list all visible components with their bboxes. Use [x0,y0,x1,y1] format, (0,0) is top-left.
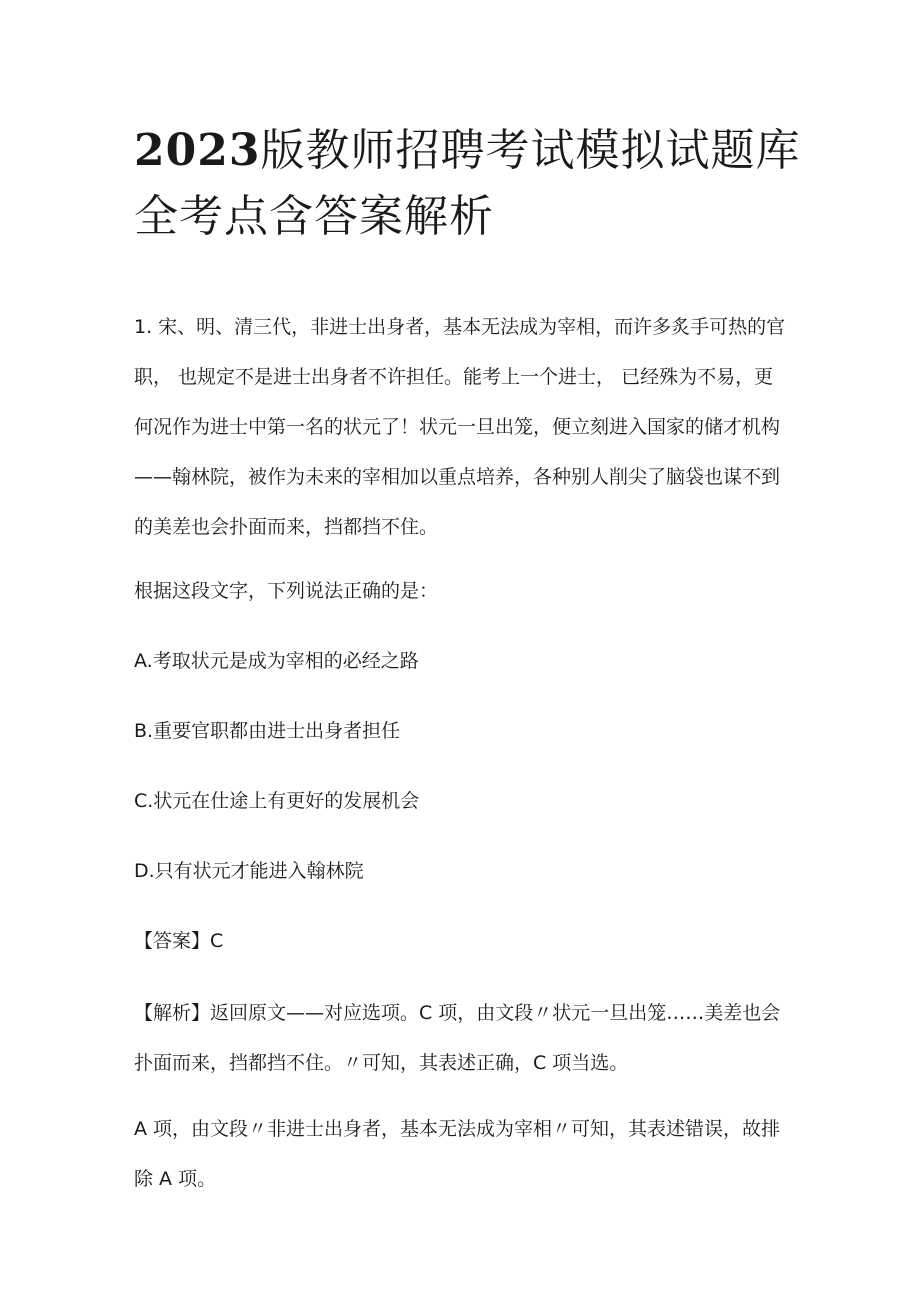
option-a: A.考取状元是成为宰相的必经之路 [134,650,419,672]
document-title [134,118,814,250]
option-c: C.状元在仕途上有更好的发展机会 [134,790,420,812]
title-year: 2023 [134,125,261,176]
analysis-paragraph: 【解析】返回原文——对应选项。C 项，由文段〃状元一旦出笼……美差也会扑面而来，挡都挡不住。〃可知，其表述正确，C 项当选。 [134,1002,781,1074]
question-text: 1. 宋、明、清三代，非进士出身者，基本无法成为宰相，而许多炙手可热的官职， 也规定不是进士出身者不许担任。能考上一个进士， 已经殊为不易，更何况作为进士中第一名的状元了！状元一旦出笼，便立刻进入国家的储才机构——翰林院，被作为未来的宰相加以重点培养，各种别人削尖了脑袋也谋不到的美差也会扑面而来，挡都挡不住。 [134,316,786,538]
question-prompt: 根据这段文字，下列说法正确的是： [134,580,439,602]
analysis-paragraph: A 项，由文段〃非进士出身者，基本无法成为宰相〃可知，其表述错误，故排除 A 项。 [134,1118,781,1190]
title-text: 版教师招聘考试模拟试题库全考点含答案解析 [134,125,801,242]
answer-line: 【答案】C [134,930,224,952]
option-d: D.只有状元才能进入翰林院 [134,860,364,882]
option-b: B.重要官职都由进士出身者担任 [134,720,401,742]
